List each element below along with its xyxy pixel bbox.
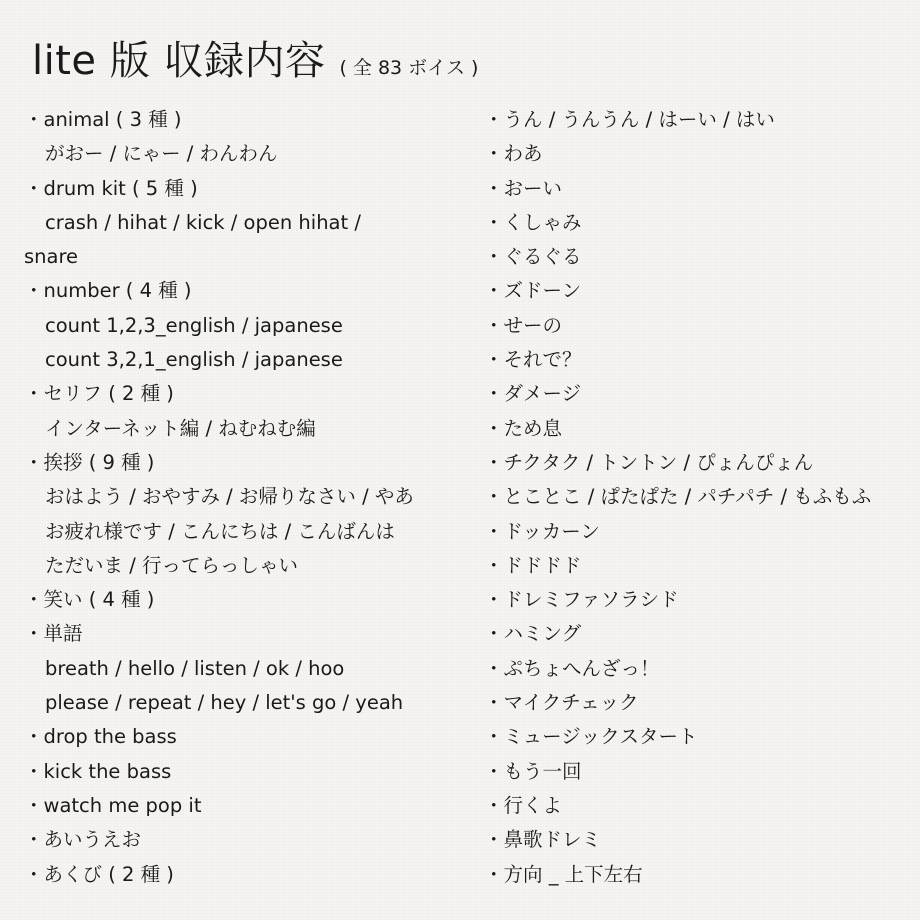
list-item: ・ダメージ (484, 382, 582, 406)
list-item: ・ドレミファソラシド (484, 588, 679, 612)
list-item-detail: インターネット編 / ねむねむ編 (45, 416, 316, 440)
list-item: ・チクタク / トントン / ぴょんぴょん (484, 450, 814, 474)
right-column (484, 103, 904, 892)
list-item: ・おーい (484, 176, 563, 200)
list-item: ・くしゃみ (484, 210, 582, 234)
list-item-detail: お疲れ様です / こんにちは / こんばんは (45, 519, 395, 543)
list-item: ・あいうえお (24, 828, 142, 852)
list-item: ・ため息 (484, 416, 563, 440)
list-item: ・それで？ (484, 348, 582, 372)
list-item-detail: count 1,2,3_english / japanese (45, 313, 343, 337)
list-item: ・行くよ (484, 793, 563, 817)
list-item: ・あくび ( 2 種 ) (24, 862, 174, 886)
list-item: ・とことこ / ぱたぱた / パチパチ / もふもふ (484, 485, 872, 509)
list-item: ・watch me pop it (24, 793, 202, 817)
list-item: ・ぷちょへんざっ！ (484, 656, 660, 680)
left-column (24, 103, 464, 892)
list-item: ・ドドドド (484, 553, 582, 577)
list-item: ・挨拶 ( 9 種 ) (24, 450, 155, 474)
list-item-detail: ただいま / 行ってらっしゃい (45, 553, 298, 577)
list-item: ・number ( 4 種 ) (24, 279, 192, 303)
list-item: ・わあ (484, 142, 543, 166)
title-main: lite 版 収録内容 (32, 38, 326, 84)
list-item: ・鼻歌ドレミ (484, 828, 602, 852)
list-item: ・ミュージックスタート (484, 725, 698, 749)
list-item: ・せーの (484, 313, 563, 337)
list-item: ・animal ( 3 種 ) (24, 108, 182, 131)
title-voice-count: ( 全 83 ボイス ) (339, 57, 479, 79)
list-item-detail: please / repeat / hey / let's go / yeah (45, 691, 404, 715)
page-title (32, 36, 478, 86)
list-item: ・drop the bass (24, 725, 177, 749)
list-item-detail: crash / hihat / kick / open hihat / (45, 210, 361, 234)
list-item: ・kick the bass (24, 759, 172, 783)
list-item: ・うん / うんうん / はーい / はい (484, 108, 775, 131)
list-item: ・drum kit ( 5 種 ) (24, 176, 198, 200)
list-item: ・ズドーン (484, 279, 582, 303)
list-item: ・セリフ ( 2 種 ) (24, 382, 174, 406)
list-item: snare (24, 245, 79, 269)
list-item: ・ぐるぐる (484, 245, 582, 269)
list-item: ・マイクチェック (484, 691, 639, 715)
list-item-detail: count 3,2,1_english / japanese (45, 348, 343, 372)
list-item: ・ハミング (484, 622, 582, 646)
list-item-detail: がおー / にゃー / わんわん (45, 142, 278, 166)
list-item: ・単語 (24, 622, 83, 646)
list-item-detail: breath / hello / listen / ok / hoo (45, 656, 345, 680)
list-item: ・笑い ( 4 種 ) (24, 588, 155, 612)
list-item: ・ドッカーン (484, 519, 600, 543)
list-item: ・もう一回 (484, 759, 582, 783)
list-item-detail: おはよう / おやすみ / お帰りなさい / やあ (45, 485, 414, 509)
list-item: ・方向 _ 上下左右 (484, 862, 643, 886)
